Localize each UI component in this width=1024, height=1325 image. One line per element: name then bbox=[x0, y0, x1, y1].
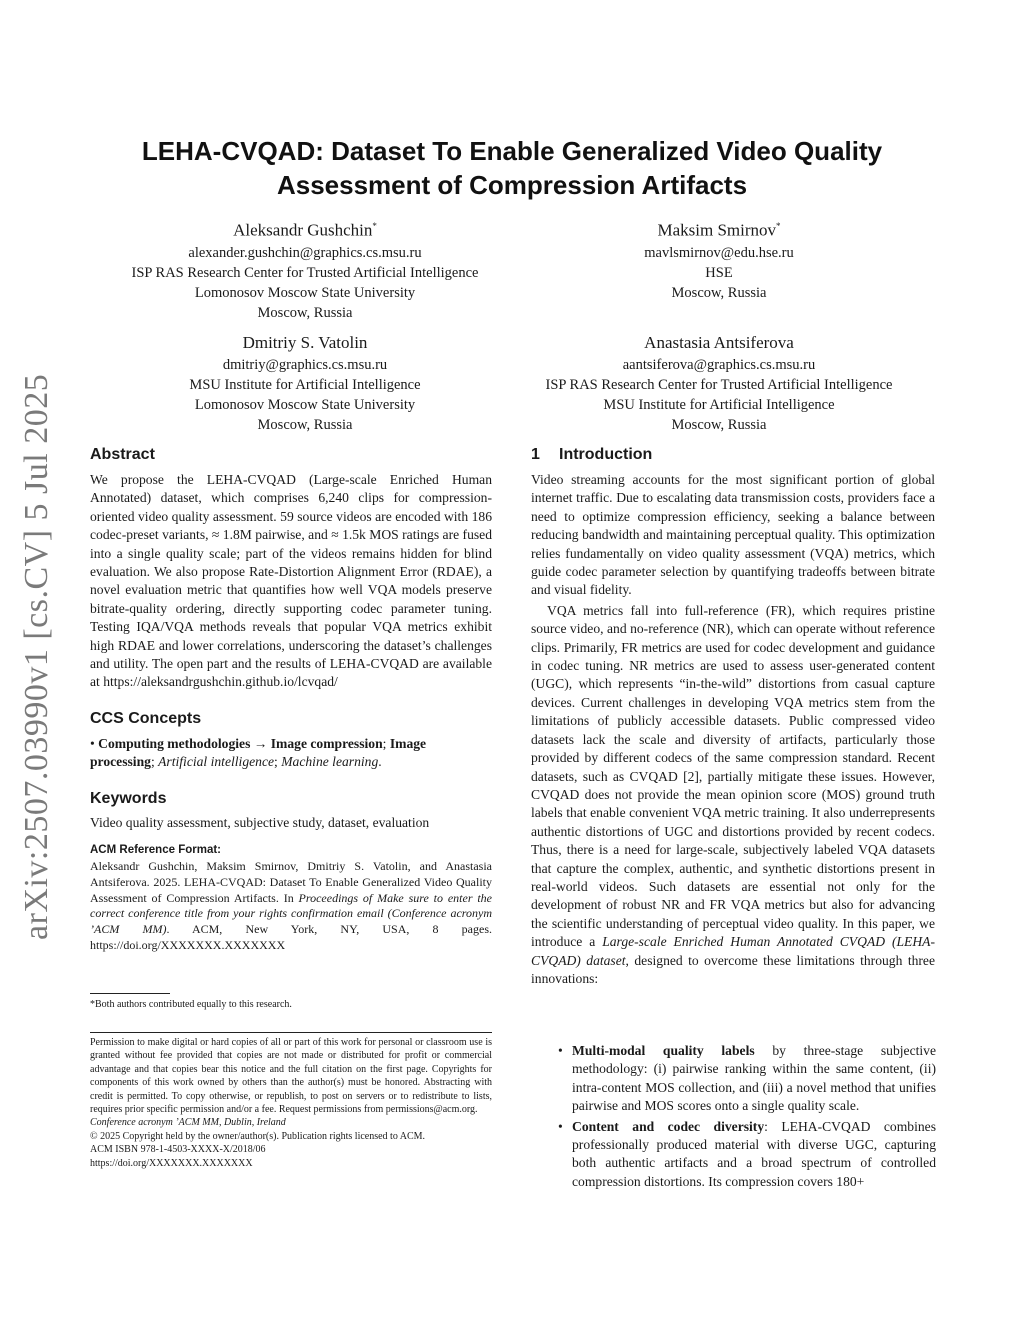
ccs-concept: Image processing bbox=[90, 735, 427, 770]
intro-paragraph-2 bbox=[531, 602, 935, 989]
dataset-name: Large-scale Enriched Human Annotated CVQAD (LEHA-CVQAD) dataset bbox=[531, 934, 935, 968]
ccs-concept: Machine learning bbox=[281, 754, 379, 770]
paragraph-text: , designed to overcome these limitations through three innovations: bbox=[531, 952, 935, 986]
isbn-line: ACM ISBN 978-1-4503-XXXX-X/2018/06 bbox=[90, 1144, 266, 1156]
author-affiliation: ISP RAS Research Center for Trusted Artificial Intelligence bbox=[131, 264, 479, 281]
bullet: • bbox=[90, 735, 95, 751]
list-item bbox=[556, 1118, 936, 1192]
keywords-heading: Keywords bbox=[90, 789, 167, 807]
doi-line: https://doi.org/XXXXXXX.XXXXXXX bbox=[90, 1157, 253, 1169]
author-location: Moscow, Russia bbox=[671, 284, 767, 301]
author-email: aantsiferova@graphics.cs.msu.ru bbox=[622, 357, 816, 373]
author-block-1 bbox=[90, 214, 520, 323]
reference-part: Aleksandr Gushchin, Maksim Smirnov, Dmitriy S. Vatolin, and Anastasia Antsiferova. 2025. LEHA-CVQAD: Dataset To Enable Generalized Video Quality Assessment of Compression Artifacts. In bbox=[90, 859, 492, 905]
author-affiliation: Lomonosov Moscow State University bbox=[194, 397, 416, 413]
equal-contribution-mark: * bbox=[776, 221, 781, 231]
contributions-list bbox=[556, 1042, 936, 1193]
reference-part: . ACM, New York, NY, USA, 8 pages. https://doi.org/XXXXXXX.XXXXXXX bbox=[90, 922, 492, 953]
copyright-line: © 2025 Copyright held by the owner/author(s). Publication rights licensed to ACM. bbox=[90, 1130, 426, 1142]
title-line-1: LEHA-CVQAD: Dataset To Enable Generalized Video Quality bbox=[141, 136, 883, 166]
permission-block bbox=[90, 1036, 492, 1170]
conference-line: Conference acronym ’ACM MM, Dublin, Ireland bbox=[90, 1117, 286, 1129]
author-affiliation: MSU Institute for Artificial Intelligence bbox=[189, 377, 421, 393]
author-block-2 bbox=[522, 214, 916, 303]
section-title: Introduction bbox=[559, 446, 653, 463]
permission-text: Permission to make digital or hard copies of all or part of this work for personal or classroom use is granted without fee provided that copies are not made or distributed for profit or commercial advantage and that copies bear this notice and the full citation on the first page. Copyrights for components of this work owned by others than the author(s) must be honored. Abstracting with credit is permitted. To copy otherwise, or republish, to post on servers or to redistribute to lists, requires prior specific permission and/or a fee. Request permissions from permissions@acm.org. bbox=[90, 1037, 492, 1116]
paper-title bbox=[90, 134, 934, 202]
right-column bbox=[531, 444, 935, 988]
ccs-concept: Artificial intelligence bbox=[158, 754, 275, 770]
list-item bbox=[556, 1042, 936, 1116]
author-name: Aleksandr Gushchin bbox=[233, 220, 373, 240]
author-block-4 bbox=[500, 331, 938, 435]
intro-heading bbox=[531, 444, 935, 466]
author-name: Anastasia Antsiferova bbox=[644, 333, 794, 352]
section-number: 1 bbox=[531, 446, 540, 463]
author-email: dmitriy@graphics.cs.msu.ru bbox=[222, 357, 388, 373]
author-location: Moscow, Russia bbox=[671, 417, 767, 433]
abstract-heading: Abstract bbox=[90, 446, 155, 463]
permission-rule bbox=[90, 1032, 492, 1033]
separator: ; bbox=[274, 754, 282, 770]
separator: ; bbox=[150, 754, 159, 770]
author-affiliation: HSE bbox=[705, 264, 733, 281]
author-affiliation: ISP RAS Research Center for Trusted Artificial Intelligence bbox=[545, 377, 893, 393]
ccs-concepts bbox=[90, 735, 492, 772]
ccs-heading: CCS Concepts bbox=[90, 709, 202, 727]
author-location: Moscow, Russia bbox=[257, 304, 353, 321]
author-affiliation: Lomonosov Moscow State University bbox=[194, 284, 416, 301]
author-block-3 bbox=[90, 331, 520, 435]
author-name: Dmitriy S. Vatolin bbox=[242, 333, 368, 352]
abstract-text: We propose the LEHA-CVQAD (Large-scale Enriched Human Annotated) dataset, which comprises 6,240 clips for compression-oriented video quality assessment. 59 source videos are encoded with 186 codec-preset variants, ≈ 1.8M pairwise, and ≈ 1.5k MOS ratings are fused into a single quality scale; part of the videos remains hidden for blind evaluation. We also propose Rate-Distortion Alignment Error (RDAE), a novel evaluation metric that quantifies how well VQA models preserve bitrate-quality ordering, directly supporting codec parameter tuning. Testing IQA/VQA methods reveals that popular VQA metrics exhibit high RDAE and lower correlations, underscoring the dataset’s challenges and utility. The open part and the results of LEHA-CVQAD are available at https://aleksandrgushchin.github.io/lcvqad/ bbox=[90, 472, 492, 690]
left-column bbox=[90, 444, 492, 954]
item-text: : LEHA-CVQAD combines professionally produced material with diverse UGC, capturing both authentic artifacts and a broad spectrum of controlled compression distortions. Its compression covers 180+ bbox=[572, 1118, 936, 1189]
ccs-concept: Computing methodologies bbox=[98, 735, 251, 751]
item-label: Multi-modal quality labels bbox=[572, 1043, 755, 1058]
title-line-2: Assessment of Compression Artifacts bbox=[276, 170, 748, 200]
item-label: Content and codec diversity bbox=[572, 1118, 765, 1134]
ccs-concept: Image compression bbox=[270, 735, 383, 751]
arrow: → bbox=[250, 735, 271, 751]
separator: ; bbox=[382, 735, 390, 751]
author-affiliation: MSU Institute for Artificial Intelligence bbox=[603, 397, 835, 413]
arxiv-stamp: arXiv:2507.03990v1 [cs.CV] 5 Jul 2025 bbox=[18, 373, 55, 940]
intro-paragraph-1: Video streaming accounts for the most significant portion of global internet traffic. Due to escalating data transmission costs, providers face a need to optimize compression efficiency, seeking a balance between reducing bandwidth and maintaining perceptual quality. This optimization relies fundamentally on video quality assessment (VQA) metrics, which guide codec parameter selection by quantifying tradeoffs between bitrate and visual fidelity. bbox=[531, 472, 935, 598]
acm-reference-text bbox=[90, 859, 492, 954]
footnote: *Both authors contributed equally to this research. bbox=[90, 999, 292, 1010]
author-email: alexander.gushchin@graphics.cs.msu.ru bbox=[188, 244, 422, 261]
equal-contribution-mark: * bbox=[372, 221, 377, 231]
keywords-text: Video quality assessment, subjective study, dataset, evaluation bbox=[90, 814, 430, 830]
footnote-rule bbox=[90, 993, 170, 994]
author-email: mavlsmirnov@edu.hse.ru bbox=[644, 244, 794, 261]
paragraph-text: VQA metrics fall into full-reference (FR), which requires pristine source video, and no-reference (NR), which can operate without reference clips. Primarily, FR metrics are used for codec development and guidance in codec tuning. NR metrics are used to assess user-generated content (UGC), which represents “in-the-wild” distortions from casual capture devices. Current challenges in developing VQA metrics stem from the limitations of publicly accessible datasets. Public compressed video datasets lack the scale and diversity of artifacts, particularly those provided by different codecs of the same compression standard. Recent datasets, such as CVQAD [2], partially mitigate these issues. However, CVQAD does not provide the mean opinion score (MOS) ground truth labels that enable convenient VQA metric training. It also underrepresents authentic distortions of UGC and distortions provided by recent codecs. Thus, there is a need for large-scale, subjectively labeled VQA datasets that capture the complex, authentic, and synthetic distortions present in real-world videos. Such datasets are essential not only for the development of robust NR and FR VQA metrics but also for advancing the scientific understanding of perceptual video quality. In this paper, we introduce a bbox=[531, 602, 935, 950]
reference-proceedings: Proceedings of Make sure to enter the correct conference title from your rights confirmation email (Conference acronym ’ACM MM) bbox=[90, 890, 493, 937]
acm-reference-heading: ACM Reference Format: bbox=[90, 844, 221, 857]
period: . bbox=[378, 754, 382, 770]
author-name: Maksim Smirnov bbox=[657, 220, 777, 240]
author-location: Moscow, Russia bbox=[257, 417, 353, 433]
item-text: by three-stage subjective methodology: (i) pairwise ranking within the same content, (ii) intra-content MOS collection, and (iii) a novel method that unifies pairwise and MOS scores onto a single quality scale. bbox=[572, 1043, 937, 1114]
